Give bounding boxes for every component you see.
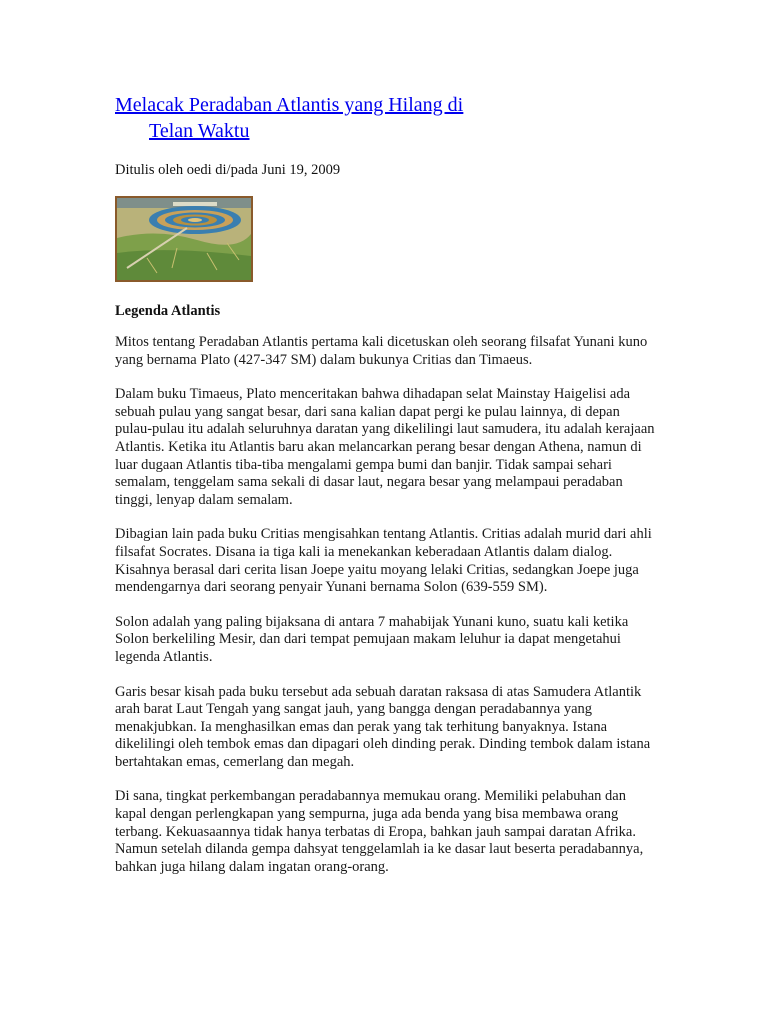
paragraph: Dibagian lain pada buku Critias mengisahkan tentang Atlantis. Critias adalah murid dari ahli filsafat Socrates. Disana ia tiga kali ia menekankan keberadaan Atlantis dalam dialog. Kisahnya berasal dari cerita lisan Joepe yaitu moyang lelaki Critias, sedangkan Joepe juga mendengarnya dari seorang penyair Yunani bernama Solon (639-559 SM). [115, 526, 652, 596]
article-title-line2[interactable]: Telan Waktu [149, 120, 250, 142]
article-byline: Ditulis oleh oedi di/pada Juni 19, 2009 [115, 162, 341, 178]
article-body [115, 334, 660, 893]
paragraph: Mitos tentang Peradaban Atlantis pertama kali dicetuskan oleh seorang filsafat Yunani kuno yang bernama Plato (427-347 SM) dalam bukunya Critias dan Timaeus. [115, 334, 648, 368]
paragraph: Garis besar kisah pada buku tersebut ada sebuah daratan raksasa di atas Samudera Atlantik arah barat Laut Tengah yang sangat jauh, yang bangga dengan peradabannya yang menakjubkan. Ia menghasilkan emas dan perak yang tak terhitung banyaknya. Istana dikelilingi oleh tembok emas dan dipagari oleh dinding perak. Dinding tembok dalam istana bertahtakan emas, cemerlang dan megah. [115, 683, 651, 770]
paragraph: Dalam buku Timaeus, Plato menceritakan bahwa dihadapan selat Mainstay Haigelisi ada sebuah pulau yang sangat besar, dari sana kalian dapat pergi ke pulau lainnya, di depan pulau-pulau itu adalah seluruhnya daratan yang dikelilingi laut samudera, itu adalah kerajaan Atlantis. Ketika itu Atlantis baru akan melancarkan perang besar dengan Athena, namun di luar dugaan Atlantis tiba-tiba mengalami gempa bumi dan banjir. Tidak sampai sehari semalam, tenggelam sama sekali di dasar laut, negara besar yang melampaui peradaban tinggi, lenyap dalam semalam. [115, 386, 655, 508]
article-title-line1[interactable]: Melacak Peradaban Atlantis yang Hilang di [115, 94, 464, 116]
atlantis-illustration [115, 196, 253, 282]
article-title[interactable] [115, 92, 675, 144]
paragraph: Solon adalah yang paling bijaksana di antara 7 mahabijak Yunani kuno, suatu kali ketika Solon berkeliling Mesir, dan dari tempat pemujaan makam leluhur ia dapat mengetahui legenda Atlantis. [115, 613, 629, 665]
article-title-link[interactable] [115, 94, 675, 144]
section-heading: Legenda Atlantis [115, 303, 221, 319]
paragraph: Di sana, tingkat perkembangan peradabannya memukau orang. Memiliki pelabuhan dan kapal dengan perlengkapan yang sempurna, juga ada benda yang bisa membawa orang terbang. Kekuasaannya tidak hanya terbatas di Eropa, bahkan jauh sampai daratan Afrika. Namun setelah dilanda gempa dahsyat tenggelamlah ia ke dasar laut beserta peradabannya, bahkan juga hilang dalam ingatan orang-orang. [115, 788, 644, 875]
atlantis-illustration-image [117, 198, 251, 280]
